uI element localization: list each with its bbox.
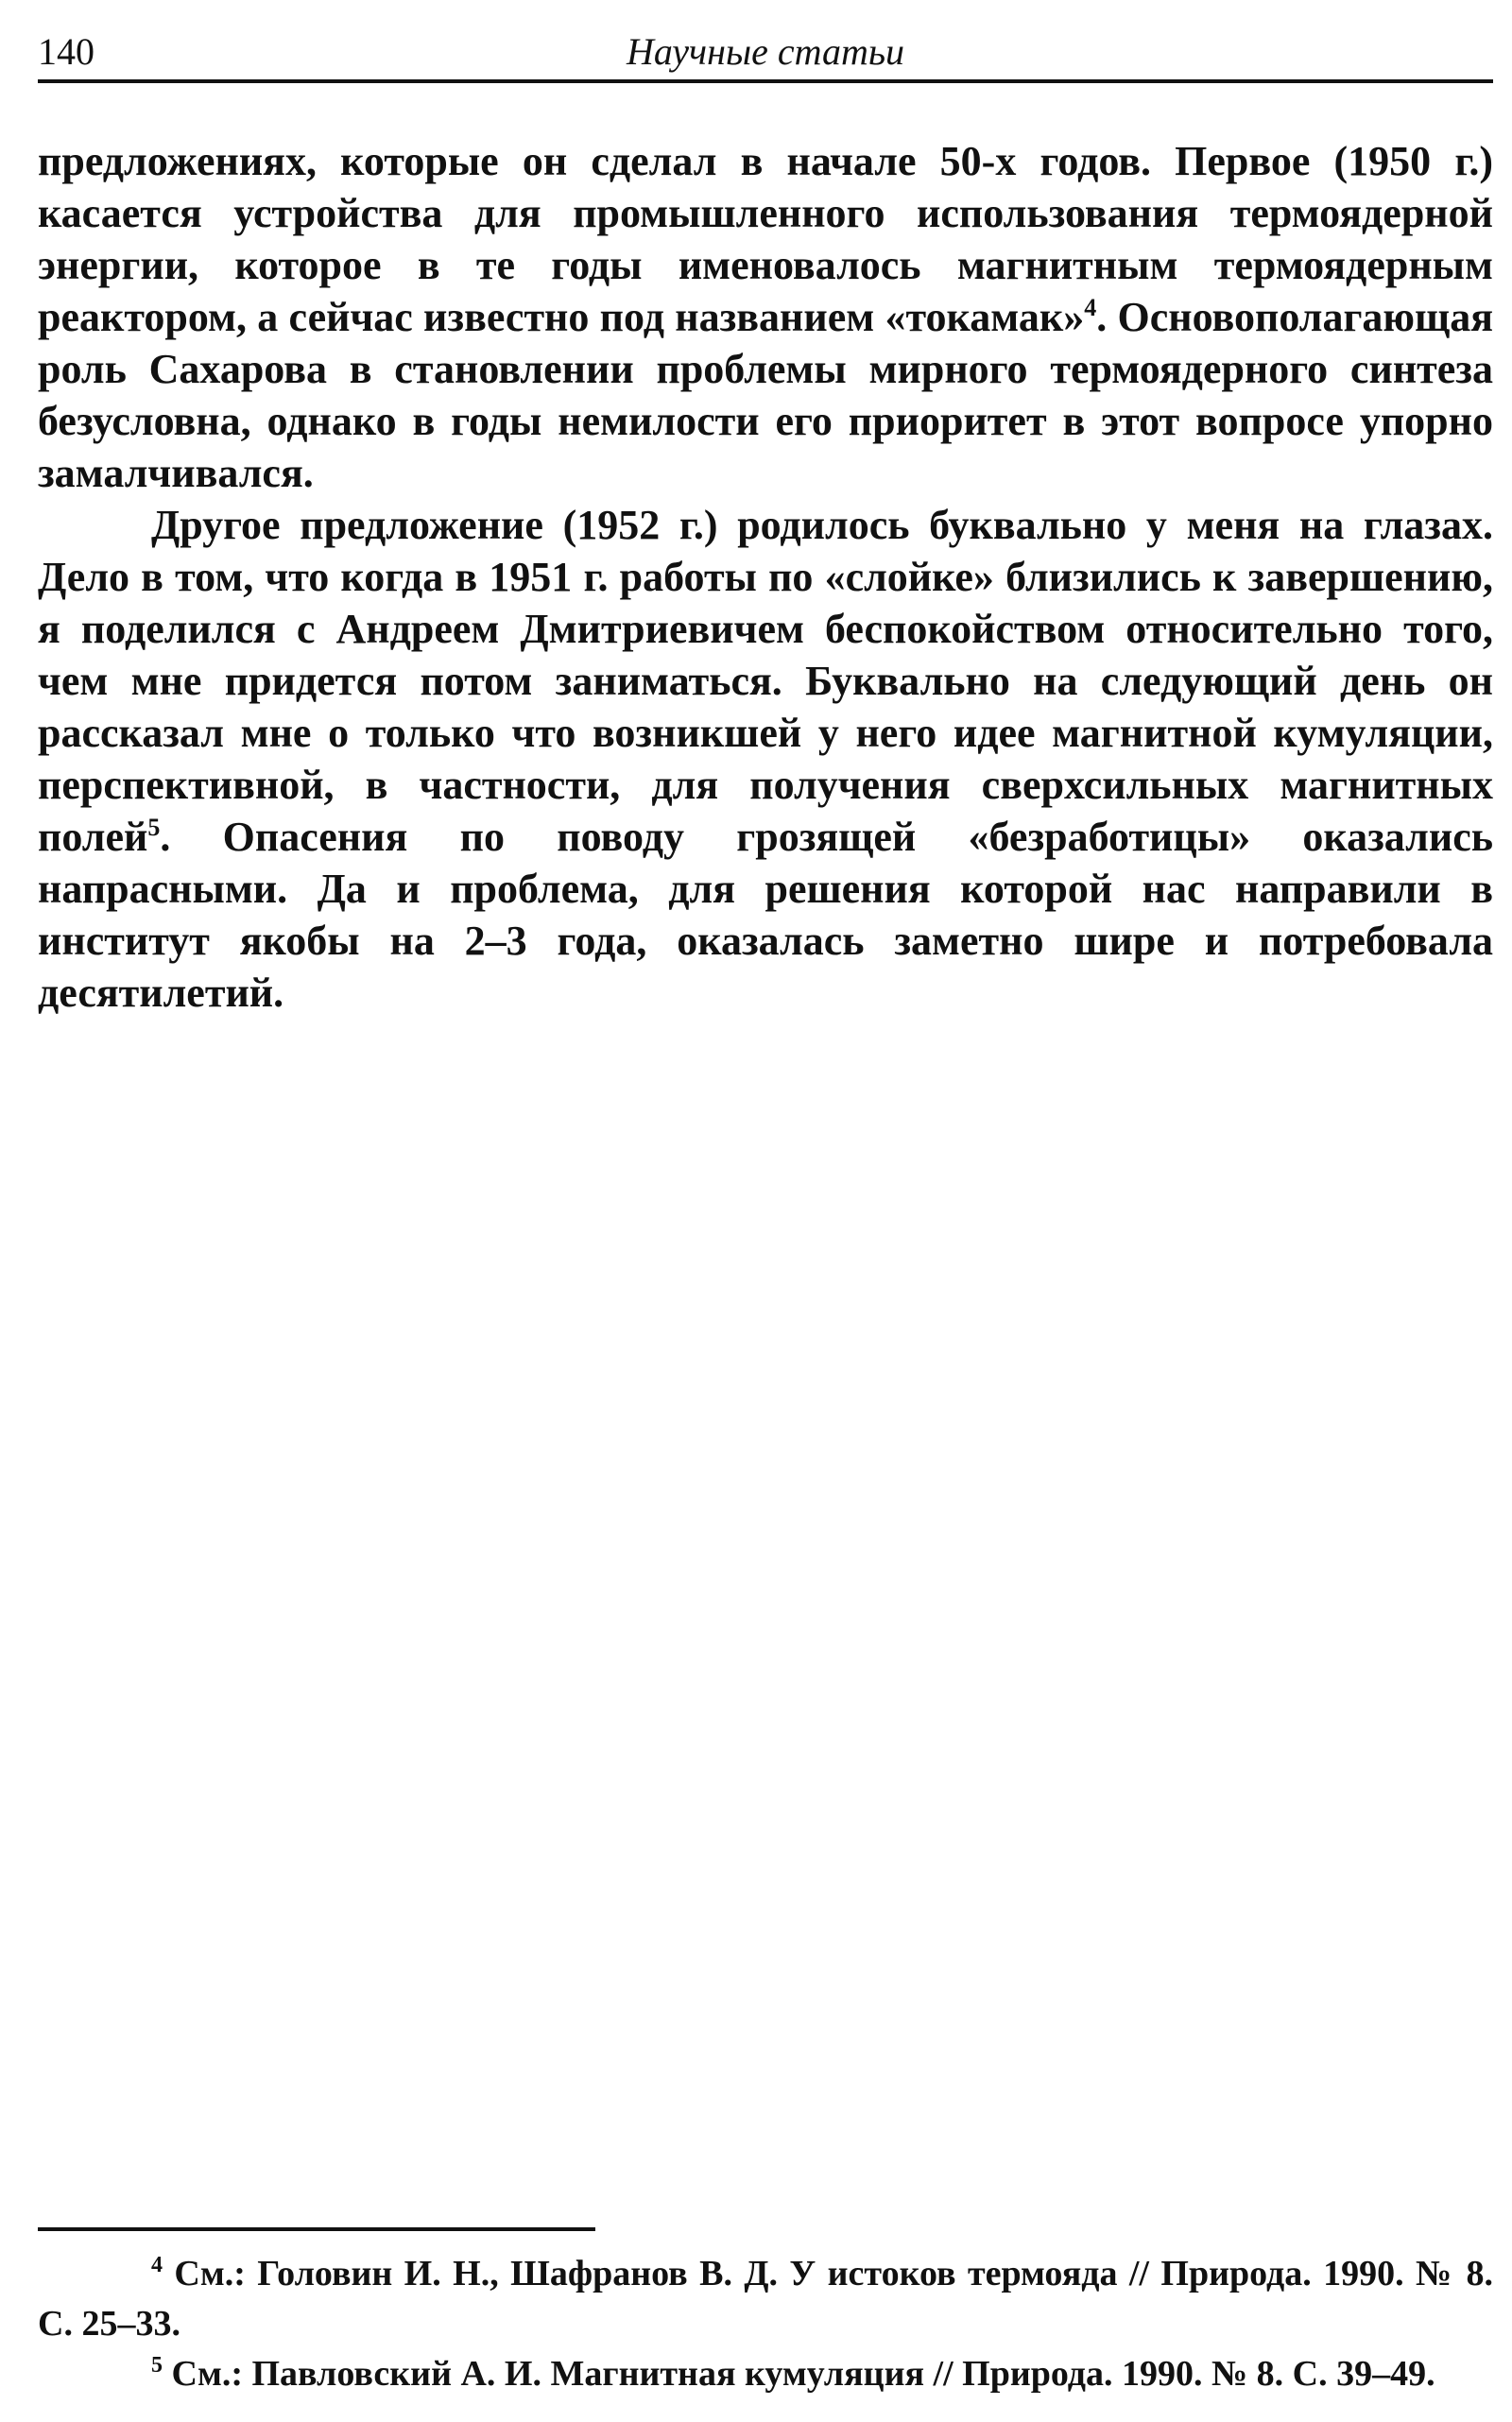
paragraph-1-text-a: предложениях, которые он сделал в начале 50-х годов. Первое (1950 г.) касается устройства для промышленного использования термоядерной энергии, которое в те годы именовалось магнитным термоядерным реактором, а сейчас известно под названием «токамак» <box>38 138 1493 340</box>
footnote-marker: 5 <box>151 2353 163 2378</box>
footnote-marker: 4 <box>151 2253 163 2277</box>
footnote-text: См.: Павловский А. И. Магнитная кумуляция // Природа. 1990. № 8. С. 39–49. <box>163 2354 1435 2394</box>
page-number: 140 <box>38 30 94 73</box>
footnotes <box>38 2249 1493 2399</box>
paragraph-1 <box>38 135 1493 499</box>
footnote-ref-5[interactable]: 5 <box>147 814 161 841</box>
footnote-divider <box>38 2227 595 2231</box>
paragraph-2 <box>38 499 1493 1019</box>
paragraph-1-text-b: . Основополагающая роль Сахарова в становлении проблемы мирного термоядерного синтеза безусловна, однако в годы немилости его приоритет в этот вопросе упорно замалчивался. <box>38 294 1494 496</box>
paragraph-2-text-a: Другое предложение (1952 г.) родилось буквально у меня на глазах. Дело в том, что когда в 1951 г. работы по «слойке» близились к завершению, я поделился с Андреем Дмитриевичем беспокойством относительно того, чем мне придется потом заниматься. Буквально на следующий день он рассказал мне о только что возникшей у него идее магнитной кумуляции, перспективной, в частности, для получения сверхсильных магнитных полей <box>38 502 1493 860</box>
footnote-5 <box>38 2349 1493 2399</box>
running-title: Научные статьи <box>626 30 905 73</box>
paragraph-2-text-b: . Опасения по поводу грозящей «безработицы» оказались напрасными. Да и проблема, для решения которой нас направили в институт якобы на 2–3 года, оказалась заметно шире и потребовала десятилетий. <box>38 814 1493 1016</box>
body-text <box>38 135 1493 1019</box>
footnote-ref-4[interactable]: 4 <box>1084 294 1097 321</box>
footnote-text: См.: Головин И. Н., Шафранов В. Д. У истоков термояда // Природа. 1990. № 8. С. 25–33. <box>38 2254 1493 2344</box>
page-header <box>38 17 1493 83</box>
footnote-4 <box>38 2249 1493 2349</box>
